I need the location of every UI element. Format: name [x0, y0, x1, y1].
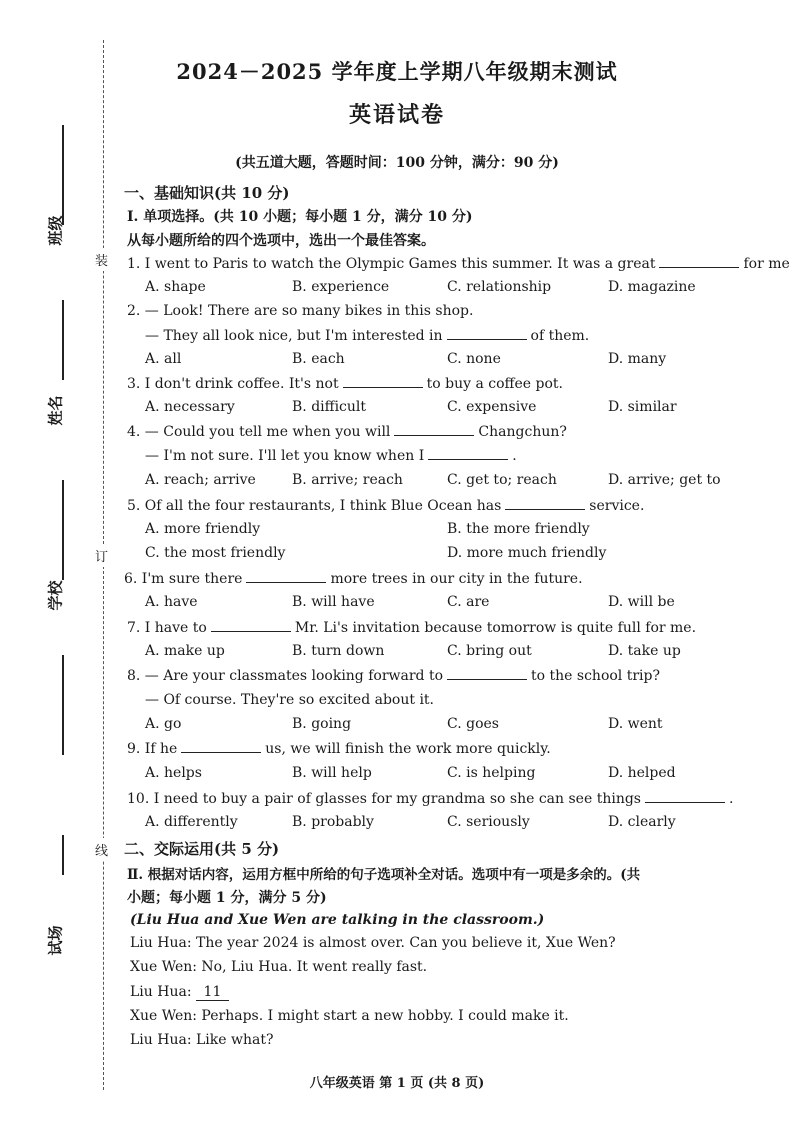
q6-option-b: B. will have	[292, 594, 375, 610]
section2-part-title-2: 小题；每小题 1 分，满分 5 分)	[127, 890, 327, 906]
q3-option-c: C. expensive	[447, 399, 537, 415]
q1-option-a: A. shape	[145, 279, 206, 295]
q3-option-b: B. difficult	[292, 399, 367, 415]
question-3: 3. I don't drink coffee. It's not to buy a coffee pot.	[127, 376, 563, 392]
question-6: 6. I'm sure there more trees in our city in the future.	[124, 571, 583, 587]
side-label-school: 学校	[46, 580, 65, 611]
question-5: 5. Of all the four restaurants, I think Blue Ocean has service.	[127, 498, 645, 514]
q2-option-b: B. each	[292, 351, 345, 367]
question-9: 9. If he us, we will finish the work more quickly.	[127, 741, 551, 757]
question-8-reply: — Of course. They're so excited about it.	[145, 692, 435, 708]
question-1: 1. I went to Paris to watch the Olympic Games this summer. It was a great for me	[127, 256, 790, 272]
q8-option-a: A. go	[145, 716, 182, 732]
q1-option-d: D. magazine	[608, 279, 696, 295]
question-10: 10. I need to buy a pair of glasses for my grandma so she can see things .	[127, 791, 734, 807]
name-field-line	[62, 300, 64, 380]
dialogue-line-4: Xue Wen: Perhaps. I might start a new hobby. I could make it.	[130, 1008, 569, 1024]
q4-option-d: D. arrive; get to	[608, 472, 721, 488]
page-footer: 八年级英语 第 1 页 (共 8 页)	[309, 1076, 485, 1091]
dialogue-line-3: Liu Hua: 11	[130, 984, 229, 1001]
q9-option-a: A. helps	[145, 765, 202, 781]
section2-heading: 二、交际运用(共 5 分)	[124, 840, 280, 858]
q4-option-c: C. get to; reach	[447, 472, 557, 488]
dialogue-line-2: Xue Wen: No, Liu Hua. It went really fast.	[130, 959, 428, 975]
answer-blank-11[interactable]: 11	[196, 984, 230, 1001]
q3-option-d: D. similar	[608, 399, 677, 415]
q7-option-b: B. turn down	[292, 643, 385, 659]
q2-option-d: D. many	[608, 351, 667, 367]
q6-option-d: D. will be	[608, 594, 675, 610]
side-label-room: 试场	[46, 925, 65, 956]
question-4: 4. — Could you tell me when you will Changchun?	[127, 424, 567, 440]
question-8: 8. — Are your classmates looking forward to to the school trip?	[127, 668, 660, 684]
q7-option-a: A. make up	[145, 643, 225, 659]
q8-option-c: C. goes	[447, 716, 499, 732]
q10-option-c: C. seriously	[447, 814, 530, 830]
section1-part-title: I. 单项选择。(共 10 小题；每小题 1 分，满分 10 分)	[127, 209, 473, 225]
class-field-line	[62, 125, 64, 225]
q8-option-d: D. went	[608, 716, 663, 732]
exam-title: 2024－2025 学年度上学期八年级期末测试	[176, 59, 618, 84]
q5-option-d: D. more much friendly	[447, 545, 607, 561]
q1-option-b: B. experience	[292, 279, 390, 295]
question-4-reply: — I'm not sure. I'll let you know when I .	[145, 448, 517, 464]
side-label-name: 姓名	[46, 395, 65, 426]
class-field-line-2	[62, 655, 64, 755]
room-field-line	[62, 835, 64, 875]
q9-option-d: D. helped	[608, 765, 676, 781]
q4-option-b: B. arrive; reach	[292, 472, 403, 488]
dialogue-line-1: Liu Hua: The year 2024 is almost over. Can you believe it, Xue Wen?	[130, 935, 616, 951]
exam-info: (共五道大题，答题时间：100 分钟，满分：90 分)	[235, 155, 559, 171]
section2-part-title: Ⅱ. 根据对话内容，运用方框中所给的句子选项补全对话。选项中有一项是多余的。(共	[127, 867, 641, 883]
q10-option-a: A. differently	[145, 814, 238, 830]
dialogue-line-5: Liu Hua: Like what?	[130, 1032, 274, 1048]
q1-option-c: C. relationship	[447, 279, 552, 295]
binding-char-1: 装	[95, 248, 108, 271]
q9-option-b: B. will help	[292, 765, 372, 781]
q9-option-c: C. is helping	[447, 765, 536, 781]
school-field-line	[62, 480, 64, 580]
q3-option-a: A. necessary	[145, 399, 235, 415]
question-2: 2. — Look! There are so many bikes in this shop.	[127, 303, 474, 319]
q10-option-d: D. clearly	[608, 814, 676, 830]
q6-option-c: C. are	[447, 594, 490, 610]
q8-option-b: B. going	[292, 716, 352, 732]
section1-instruction: 从每小题所给的四个选项中，选出一个最佳答案。	[127, 233, 435, 249]
exam-subtitle: 英语试卷	[348, 102, 445, 128]
q2-option-a: A. all	[145, 351, 182, 367]
q5-option-b: B. the more friendly	[447, 521, 590, 537]
side-label-class: 班级	[46, 215, 65, 246]
q2-option-c: C. none	[447, 351, 501, 367]
q5-option-c: C. the most friendly	[145, 545, 286, 561]
q7-option-c: C. bring out	[447, 643, 532, 659]
q10-option-b: B. probably	[292, 814, 374, 830]
binding-char-2: 订	[95, 544, 108, 567]
dialogue-context: (Liu Hua and Xue Wen are talking in the classroom.)	[130, 912, 545, 928]
q6-option-a: A. have	[145, 594, 198, 610]
question-2-reply: — They all look nice, but I'm interested in of them.	[145, 328, 590, 344]
section1-heading: 一、基础知识(共 10 分)	[124, 184, 290, 202]
binding-char-3: 线	[95, 838, 108, 861]
q4-option-a: A. reach; arrive	[145, 472, 256, 488]
q5-option-a: A. more friendly	[145, 521, 261, 537]
question-7: 7. I have to Mr. Li's invitation because tomorrow is quite full for me.	[127, 620, 697, 636]
q7-option-d: D. take up	[608, 643, 681, 659]
